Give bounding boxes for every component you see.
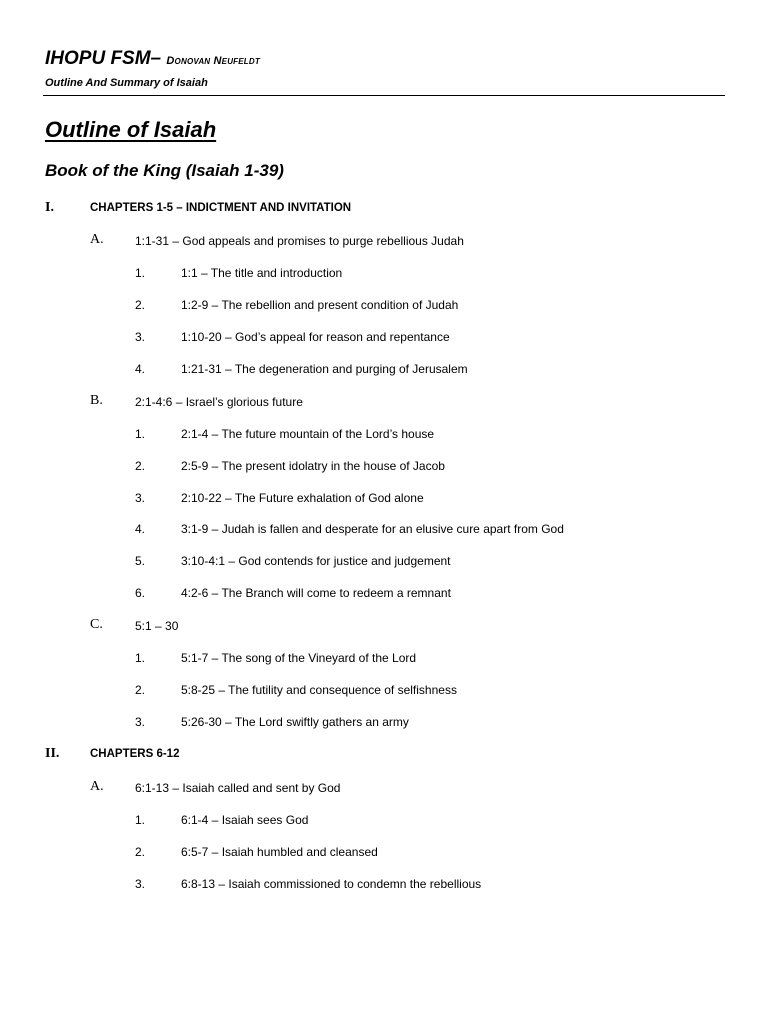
item-text: 5:26-30 – The Lord swiftly gathers an army [181,715,409,729]
subsection-letter: C. [90,617,103,632]
item-text: 3:10-4:1 – God contends for justice and judgement [181,554,451,568]
document-title: Outline of Isaiah [45,117,217,142]
subsection-text: 1:1-31 – God appeals and promises to purge rebellious Judah [135,234,464,248]
section-heading: CHAPTERS 6-12 [90,748,180,760]
section-heading: CHAPTERS 1-5 – INDICTMENT AND INVITATION [90,202,352,214]
header-author: Donovan Neufeldt [166,55,260,67]
item-text: 6:5-7 – Isaiah humbled and cleansed [181,845,378,859]
item-text: 1:2-9 – The rebellion and present condition of Judah [181,298,459,312]
section-numeral: I. [45,200,54,215]
header-subtitle: Outline And Summary of Isaiah [45,77,208,89]
item-text: 2:5-9 – The present idolatry in the house of Jacob [181,459,445,473]
header-title [45,48,260,70]
item-text: 1:10-20 – God’s appeal for reason and repentance [181,330,450,344]
item-text: 2:1-4 – The future mountain of the Lord’s house [181,427,435,441]
item-number: 1. [135,427,146,441]
item-number: 1. [135,813,146,827]
item-number: 3. [135,715,146,729]
subsection-text: 2:1-4:6 – Israel’s glorious future [135,395,303,409]
item-number: 4. [135,522,146,536]
item-number: 1. [135,651,146,665]
section-numeral: II. [45,746,60,761]
section-title: Book of the King (Isaiah 1-39) [45,161,284,180]
item-text: 6:8-13 – Isaiah commissioned to condemn the rebellious [181,877,482,891]
header-divider [43,95,725,96]
item-text: 1:1 – The title and introduction [181,266,343,280]
item-number: 1. [135,266,146,280]
item-text: 3:1-9 – Judah is fallen and desperate for an elusive cure apart from God [181,522,564,536]
subsection-letter: A. [90,779,104,794]
item-text: 6:1-4 – Isaiah sees God [181,813,309,827]
item-number: 2. [135,683,146,697]
item-number: 5. [135,554,146,568]
item-number: 2. [135,845,146,859]
header-title-text: IHOPU FSM– [45,48,162,69]
item-number: 4. [135,362,146,376]
subsection-text: 5:1 – 30 [135,619,179,633]
item-number: 3. [135,330,146,344]
subsection-letter: A. [90,232,104,247]
subsection-letter: B. [90,393,103,408]
item-number: 6. [135,586,146,600]
item-number: 3. [135,877,146,891]
subsection-text: 6:1-13 – Isaiah called and sent by God [135,781,341,795]
item-number: 3. [135,491,146,505]
item-text: 2:10-22 – The Future exhalation of God alone [181,491,424,505]
item-text: 4:2-6 – The Branch will come to redeem a remnant [181,586,451,600]
item-text: 5:1-7 – The song of the Vineyard of the Lord [181,651,417,665]
item-number: 2. [135,298,146,312]
item-text: 1:21-31 – The degeneration and purging of Jerusalem [181,362,468,376]
item-text: 5:8-25 – The futility and consequence of selfishness [181,683,457,697]
item-number: 2. [135,459,146,473]
